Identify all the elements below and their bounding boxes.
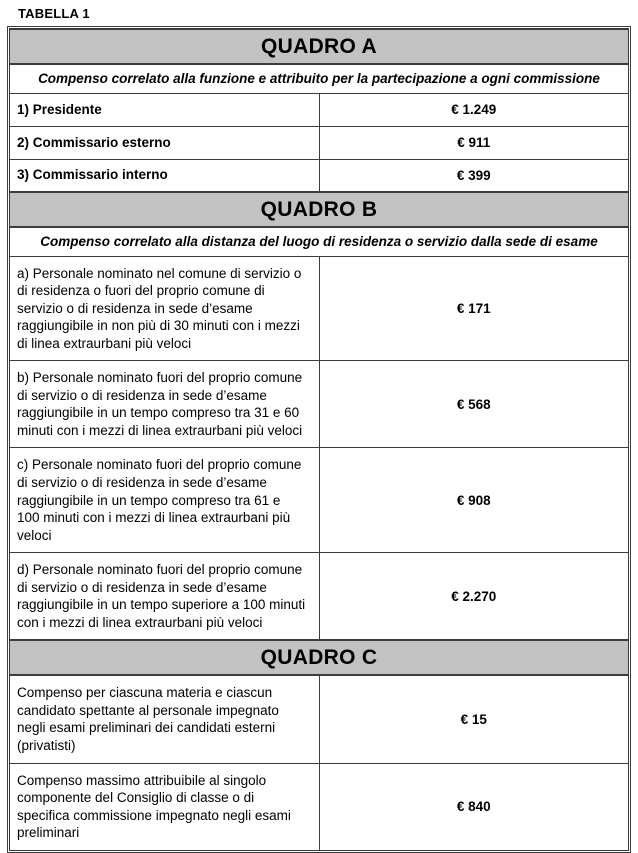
row-label: Compenso massimo attribuibile al singolo componente del Consiglio di classe o di specifica commissione impegnato negli esami preliminari [10, 763, 320, 850]
row-amount: € 840 [319, 763, 629, 850]
row-amount: € 568 [319, 361, 629, 448]
section-subtitle-quadro-a: Compenso correlato alla funzione e attribuito per la partecipazione a ogni commissione [10, 64, 629, 93]
row-label: 1) Presidente [10, 93, 320, 126]
section-header-quadro-b: QUADRO B [10, 192, 629, 227]
row-label: 2) Commissario esterno [10, 126, 320, 159]
section-subtitle-row-quadro-a [10, 64, 629, 93]
row-label: b) Personale nominato fuori del proprio comune di servizio o di residenza in sede d’esame raggiungibile in un tempo compreso tra 31 e 60 minuti con i mezzi di linea extraurbani più veloci [10, 361, 320, 448]
table-row [10, 93, 629, 126]
table-row [10, 448, 629, 553]
table-row [10, 159, 629, 192]
compensation-table [9, 28, 629, 851]
row-amount: € 908 [319, 448, 629, 553]
row-label: c) Personale nominato fuori del proprio comune di servizio o di residenza in sede d’esame raggiungibile in un tempo compreso tra 61 e 100 minuti con i mezzi di linea extraurbani più veloci [10, 448, 320, 553]
section-header-row-quadro-c [10, 640, 629, 675]
row-amount: € 2.270 [319, 553, 629, 641]
row-amount: € 1.249 [319, 93, 629, 126]
row-amount: € 911 [319, 126, 629, 159]
row-amount: € 171 [319, 256, 629, 361]
row-amount: € 15 [319, 675, 629, 763]
table-row [10, 675, 629, 763]
section-header-quadro-a: QUADRO A [10, 29, 629, 64]
table-row [10, 763, 629, 850]
row-amount: € 399 [319, 159, 629, 192]
row-label: d) Personale nominato fuori del proprio comune di servizio o di residenza in sede d’esame raggiungibile in un tempo superiore a 100 minuti con i mezzi di linea extraurbani più veloci [10, 553, 320, 641]
row-label: a) Personale nominato nel comune di servizio o di residenza o fuori del proprio comune di servizio o di residenza in sede d’esame raggiungibile in non più di 30 minuti con i mezzi di linea extraurbani più veloci [10, 256, 320, 361]
table-row [10, 361, 629, 448]
document-title: TABELLA 1 [18, 6, 90, 21]
section-subtitle-quadro-b: Compenso correlato alla distanza del luogo di residenza o servizio dalla sede di esame [10, 227, 629, 256]
compensation-table-frame [7, 26, 631, 853]
section-header-row-quadro-a [10, 29, 629, 64]
row-label: Compenso per ciascuna materia e ciascun candidato spettante al personale impegnato negli esami preliminari dei candidati esterni (privatisti) [10, 675, 320, 763]
table-row [10, 126, 629, 159]
row-label: 3) Commissario interno [10, 159, 320, 192]
section-header-quadro-c: QUADRO C [10, 640, 629, 675]
section-subtitle-row-quadro-b [10, 227, 629, 256]
table-row [10, 256, 629, 361]
section-header-row-quadro-b [10, 192, 629, 227]
table-row [10, 553, 629, 641]
